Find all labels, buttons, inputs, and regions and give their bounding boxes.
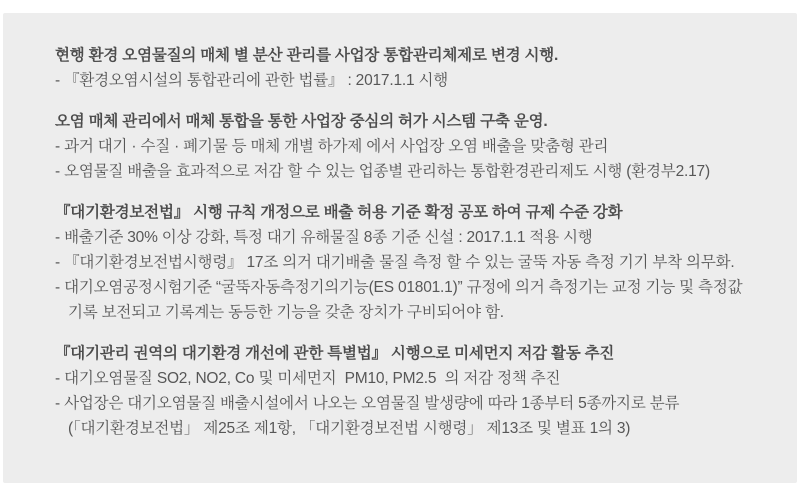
section-heading: 『대기관리 권역의 대기환경 개선에 관한 특별법』 시행으로 미세먼지 저감 활동 추진 [55, 345, 615, 362]
section-line: (「대기환경보전법」 제25조 제1항, 「대기환경보전법 시행령」 제13조 및 별표 1의 3) [68, 420, 631, 437]
section-line: - 오염물질 배출을 효과적으로 저감 할 수 있는 업종별 관리하는 통합환경관리제도 시행 (환경부2.17) [55, 163, 710, 180]
section-line: - 대기오염물질 SO2, NO2, Co 및 미세먼지 PM10, PM2.5 의 저감 정책 추진 [55, 370, 561, 387]
section-line: - 배출기준 30% 이상 강화, 특정 대기 유해물질 8종 기준 신설 : 2017.1.1 적용 시행 [55, 229, 593, 246]
content-panel [3, 13, 797, 483]
section-line: 기록 보전되고 기록계는 동등한 기능을 갖춘 장치가 구비되어야 함. [68, 304, 504, 321]
section-line: - 대기오염공정시험기준 “굴뚝자동측정기의기능(ES 01801.1)” 규정에 의거 측정기는 교정 기능 및 측정값 [55, 279, 743, 296]
policy-section [55, 109, 767, 184]
policy-section [55, 43, 767, 93]
section-line: - 『대기환경보전법시행령』 17조 의거 대기배출 물질 측정 할 수 있는 굴뚝 자동 측정 기기 부착 의무화. [55, 254, 735, 271]
policy-text-container [3, 13, 797, 441]
section-line: - 과거 대기 · 수질 · 폐기물 등 매체 개별 하가제 에서 사업장 오염 배출을 맞춤형 관리 [55, 138, 609, 155]
section-line: - 『환경오염시설의 통합관리에 관한 법률』 : 2017.1.1 시행 [55, 72, 449, 89]
section-heading: 현행 환경 오염물질의 매체 별 분산 관리를 사업장 통합관리체제로 변경 시행. [55, 47, 559, 64]
policy-section [55, 200, 767, 325]
section-heading: 오염 매체 관리에서 매체 통합을 통한 사업장 중심의 허가 시스템 구축 운영. [55, 113, 548, 130]
section-heading: 『대기환경보전법』 시행 규칙 개정으로 배출 허용 기준 확정 공포 하여 규제 수준 강화 [55, 204, 623, 221]
section-line: - 사업장은 대기오염물질 배출시설에서 나오는 오염물질 발생량에 따라 1종부터 5종까지로 분류 [55, 395, 680, 412]
policy-section [55, 341, 767, 441]
